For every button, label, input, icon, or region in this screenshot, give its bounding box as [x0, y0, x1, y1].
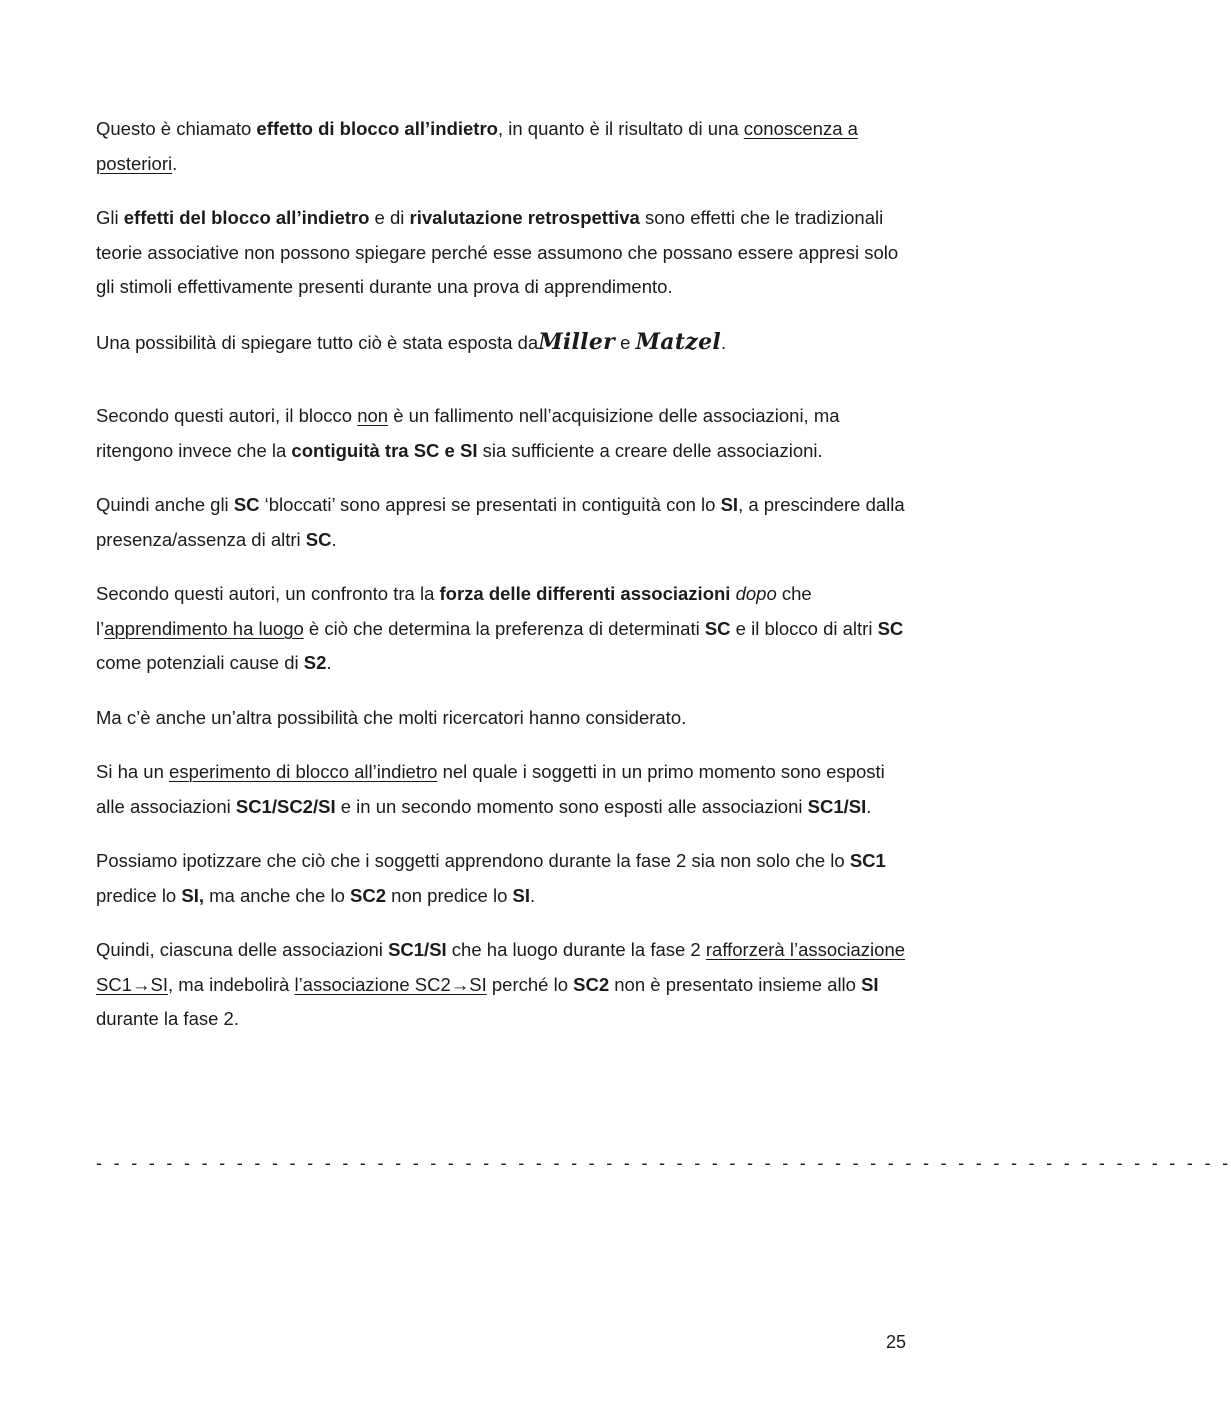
text: sono effetti che le tradizionali teorie associative non possono spiegare perché esse assumono che possano essere appresi solo gli stimoli effettivamente presenti durante una prova di apprendimento.	[96, 207, 899, 297]
text: Si ha un	[96, 761, 170, 782]
paragraph-association-strength	[96, 577, 908, 681]
text: .	[326, 652, 332, 673]
paragraph-associative-theories	[96, 201, 908, 305]
bold-term: SC	[704, 617, 731, 639]
text: e il blocco di altri	[730, 617, 878, 639]
text: e in un secondo momento sono esposti alle associazioni	[335, 795, 808, 817]
text: .	[530, 884, 536, 906]
author-name: Miller	[538, 328, 616, 355]
bold-term: SC2	[573, 973, 610, 995]
bold-term: effetti del blocco all’indietro	[123, 207, 370, 228]
bold-term: contiguità tra SC e SI	[291, 439, 478, 461]
text: perché lo	[486, 973, 574, 995]
document-body	[96, 112, 908, 1057]
text: e di	[369, 207, 410, 228]
text: Ma c’è anche un’altra possibilità che molti ricercatori hanno considerato.	[96, 706, 687, 728]
italic-term: dopo	[735, 583, 777, 604]
text: che ha luogo durante la fase 2	[446, 939, 706, 960]
bold-term: SI	[861, 973, 879, 995]
text: Quindi, ciascuna delle associazioni	[96, 939, 389, 960]
text: durante la fase 2.	[96, 1008, 239, 1029]
text: ma anche che lo	[203, 884, 351, 906]
text: come potenziali cause di	[96, 652, 304, 673]
bold-term: SI	[720, 494, 739, 515]
bold-term: SC1/SC2/SI	[235, 795, 336, 817]
paragraph-experiment	[96, 755, 908, 824]
text: Questo è chiamato	[96, 118, 257, 139]
text: .	[721, 331, 727, 353]
text: ‘bloccati’ sono appresi se presentati in contiguità con lo	[259, 494, 721, 515]
underlined-term: rafforzerà l’associazione SC1→SI	[96, 939, 906, 995]
text: .	[331, 528, 337, 550]
text: non predice lo	[386, 884, 513, 906]
bold-term: SC2	[350, 884, 387, 906]
underlined-term: non	[357, 405, 389, 426]
bold-term: SC1/SI	[388, 939, 447, 960]
text: non è presentato insieme allo	[609, 973, 862, 995]
underlined-term: esperimento di blocco all’indietro	[169, 761, 438, 782]
text: Gli	[96, 207, 124, 228]
text: .	[866, 795, 872, 817]
text: che l’	[96, 583, 812, 639]
paragraph-conclusion	[96, 933, 908, 1037]
text: , a prescindere dalla presenza/assenza di altri	[96, 494, 905, 550]
text: Una possibilità di spiegare tutto ciò è stata esposta da	[96, 331, 539, 353]
text: Secondo questi autori, un confronto tra la	[96, 583, 440, 604]
bold-term: SC	[233, 494, 260, 515]
author-name: Matzel	[635, 328, 722, 355]
text: Secondo questi autori, il blocco	[96, 405, 358, 426]
dashed-separator: - - - - - - - - - - - - - - - - - - - - - - - - - - - - - - - - - - - - - - - - - - - - - - - - - - - - - - - - - - - - - - - - -	[96, 1153, 1231, 1173]
paragraph-miller-matzel	[96, 325, 908, 361]
page-number: 25	[885, 1332, 906, 1352]
bold-term: SC	[877, 617, 904, 639]
text: è ciò che determina la preferenza di determinati	[303, 617, 705, 639]
paragraph-contiguity	[96, 399, 908, 468]
text: Quindi anche gli	[96, 494, 234, 515]
paragraph-blocked-sc	[96, 488, 908, 557]
underlined-term: apprendimento ha luogo	[104, 617, 304, 639]
bold-term: SC	[305, 528, 332, 550]
text: Possiamo ipotizzare che ciò che i soggetti apprendono durante la fase 2 sia non solo che lo	[96, 850, 850, 871]
bold-term: SI	[512, 884, 531, 906]
text: predice lo	[96, 884, 182, 906]
underlined-term: conoscenza a posteriori	[96, 118, 858, 174]
bold-term: forza delle differenti associazioni	[439, 583, 731, 604]
text: sia sufficiente a creare delle associazioni.	[477, 439, 823, 461]
text: e	[615, 331, 636, 353]
text: .	[172, 152, 178, 174]
paragraph-backward-blocking-definition	[96, 112, 908, 181]
bold-term: effetto di blocco all’indietro	[256, 118, 498, 139]
underlined-term: l’associazione SC2→SI	[294, 973, 487, 995]
bold-term: S2	[303, 652, 327, 673]
text: , in quanto è il risultato di una	[497, 118, 744, 139]
paragraph-other-possibility	[96, 701, 908, 736]
bold-term: SC1/SI	[807, 795, 867, 817]
paragraph-hypothesis	[96, 844, 908, 913]
bold-term: SI,	[181, 884, 204, 906]
bold-term: rivalutazione retrospettiva	[409, 207, 640, 228]
bold-term: SC1	[849, 850, 886, 871]
text: è un fallimento nell’acquisizione delle associazioni, ma ritengono invece che la	[96, 405, 840, 461]
text: nel quale i soggetti in un primo momento sono esposti alle associazioni	[96, 761, 885, 817]
text: , ma indebolirà	[167, 973, 295, 995]
